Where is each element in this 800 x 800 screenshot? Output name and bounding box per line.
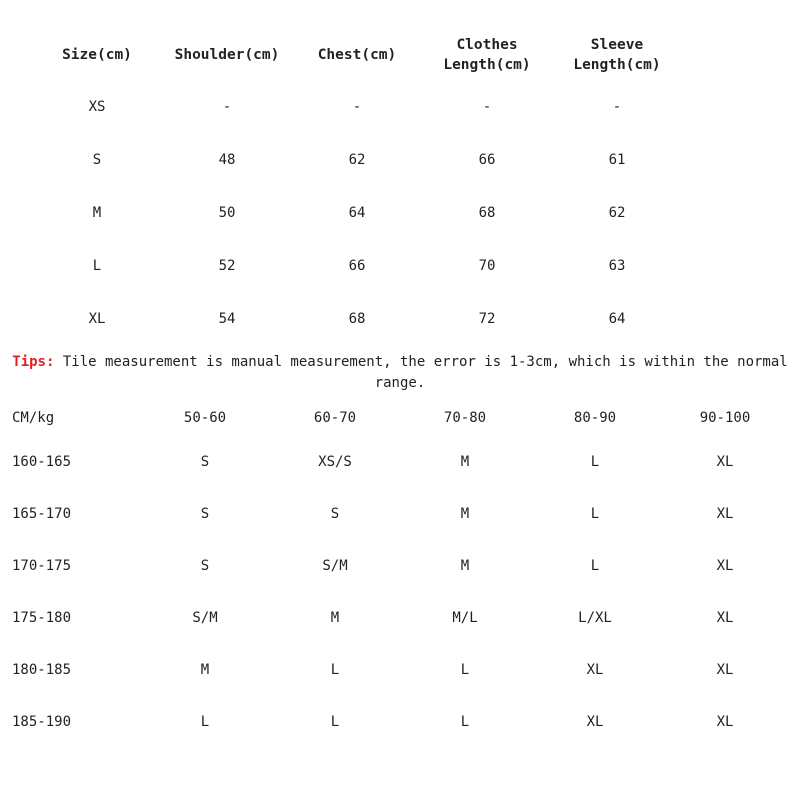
- table-row: [32, 186, 682, 239]
- table-row: [32, 239, 682, 292]
- table-row: [32, 133, 682, 186]
- cell-size: M: [92, 204, 102, 221]
- cell-recommended-size: XL: [716, 610, 734, 626]
- cell-size: L: [92, 257, 102, 274]
- cell-size: XL: [88, 310, 106, 327]
- header-sleeve-length: Sleeve Length(cm): [573, 37, 661, 73]
- cell-recommended-size: S: [330, 506, 340, 522]
- cell-recommended-size: L: [330, 714, 340, 730]
- cell-clothes-length: 70: [478, 257, 496, 274]
- table-row: [0, 436, 790, 488]
- cell-size: XS: [88, 98, 106, 115]
- cell-clothes-length: 68: [478, 204, 496, 221]
- cell-recommended-size: S: [200, 506, 210, 522]
- cell-chest: -: [352, 98, 362, 115]
- cell-shoulder: 54: [218, 310, 236, 327]
- header-weight-range: 80-90: [573, 410, 617, 426]
- cell-recommended-size: XL: [716, 714, 734, 730]
- cell-recommended-size: M: [460, 558, 470, 574]
- cell-recommended-size: L: [200, 714, 210, 730]
- cell-recommended-size: S/M: [192, 610, 218, 626]
- cell-recommended-size: XL: [586, 662, 604, 678]
- table-row: [0, 592, 790, 644]
- header-weight-range: 50-60: [183, 410, 227, 426]
- header-shoulder: Shoulder(cm): [174, 47, 280, 63]
- cell-height-range: 170-175: [12, 558, 72, 574]
- table-row: [32, 80, 682, 133]
- cell-sleeve-length: 62: [608, 204, 626, 221]
- cell-recommended-size: M: [460, 454, 470, 470]
- header-clothes-length: Clothes Length(cm): [443, 37, 531, 73]
- cell-recommended-size: L: [460, 714, 470, 730]
- cell-height-range: 160-165: [12, 454, 72, 470]
- cell-recommended-size: S/M: [322, 558, 348, 574]
- header-size: Size(cm): [62, 47, 132, 63]
- cell-height-range: 185-190: [12, 714, 72, 730]
- header-weight-range: 90-100: [699, 410, 751, 426]
- size-measurement-table: [32, 30, 682, 345]
- cell-recommended-size: XL: [716, 558, 734, 574]
- cell-recommended-size: XL: [716, 454, 734, 470]
- cell-recommended-size: M: [330, 610, 340, 626]
- table-row: [32, 292, 682, 345]
- cell-shoulder: 50: [218, 204, 236, 221]
- cell-sleeve-length: 63: [608, 257, 626, 274]
- cell-height-range: 165-170: [12, 506, 72, 522]
- header-chest: Chest(cm): [317, 47, 397, 63]
- cell-recommended-size: XL: [716, 506, 734, 522]
- cell-recommended-size: L: [590, 558, 600, 574]
- cell-recommended-size: M: [200, 662, 210, 678]
- cell-recommended-size: S: [200, 454, 210, 470]
- cell-shoulder: -: [222, 98, 232, 115]
- cell-clothes-length: 72: [478, 310, 496, 327]
- cell-chest: 62: [348, 151, 366, 168]
- cell-sleeve-length: 61: [608, 151, 626, 168]
- cell-chest: 68: [348, 310, 366, 327]
- cell-recommended-size: XL: [716, 662, 734, 678]
- table-row: [0, 644, 790, 696]
- cell-chest: 66: [348, 257, 366, 274]
- table-row: [0, 696, 790, 748]
- header-weight-range: 70-80: [443, 410, 487, 426]
- cell-recommended-size: XL: [586, 714, 604, 730]
- cell-height-range: 175-180: [12, 610, 72, 626]
- size-table-header-row: [32, 30, 682, 80]
- tips-note: [0, 352, 800, 394]
- fit-table-header-row: [0, 400, 790, 436]
- cell-recommended-size: S: [200, 558, 210, 574]
- tips-label: Tips:: [12, 354, 55, 370]
- cell-height-range: 180-185: [12, 662, 72, 678]
- header-height-weight: CM/kg: [12, 410, 55, 426]
- table-row: [0, 540, 790, 592]
- cell-recommended-size: L: [590, 506, 600, 522]
- cell-recommended-size: L/XL: [578, 610, 612, 626]
- cell-recommended-size: L: [330, 662, 340, 678]
- cell-size: S: [92, 151, 102, 168]
- cell-clothes-length: -: [482, 98, 492, 115]
- cell-shoulder: 52: [218, 257, 236, 274]
- cell-recommended-size: M: [460, 506, 470, 522]
- cell-chest: 64: [348, 204, 366, 221]
- cell-recommended-size: L: [460, 662, 470, 678]
- size-recommendation-table: [0, 400, 790, 748]
- cell-recommended-size: L: [590, 454, 600, 470]
- tips-text: Tile measurement is manual measurement, the error is 1-3cm, which is within the normal range.: [54, 354, 788, 391]
- cell-recommended-size: XS/S: [318, 454, 352, 470]
- cell-sleeve-length: 64: [608, 310, 626, 327]
- cell-recommended-size: M/L: [452, 610, 478, 626]
- cell-shoulder: 48: [218, 151, 236, 168]
- header-weight-range: 60-70: [313, 410, 357, 426]
- table-row: [0, 488, 790, 540]
- cell-clothes-length: 66: [478, 151, 496, 168]
- cell-sleeve-length: -: [612, 98, 622, 115]
